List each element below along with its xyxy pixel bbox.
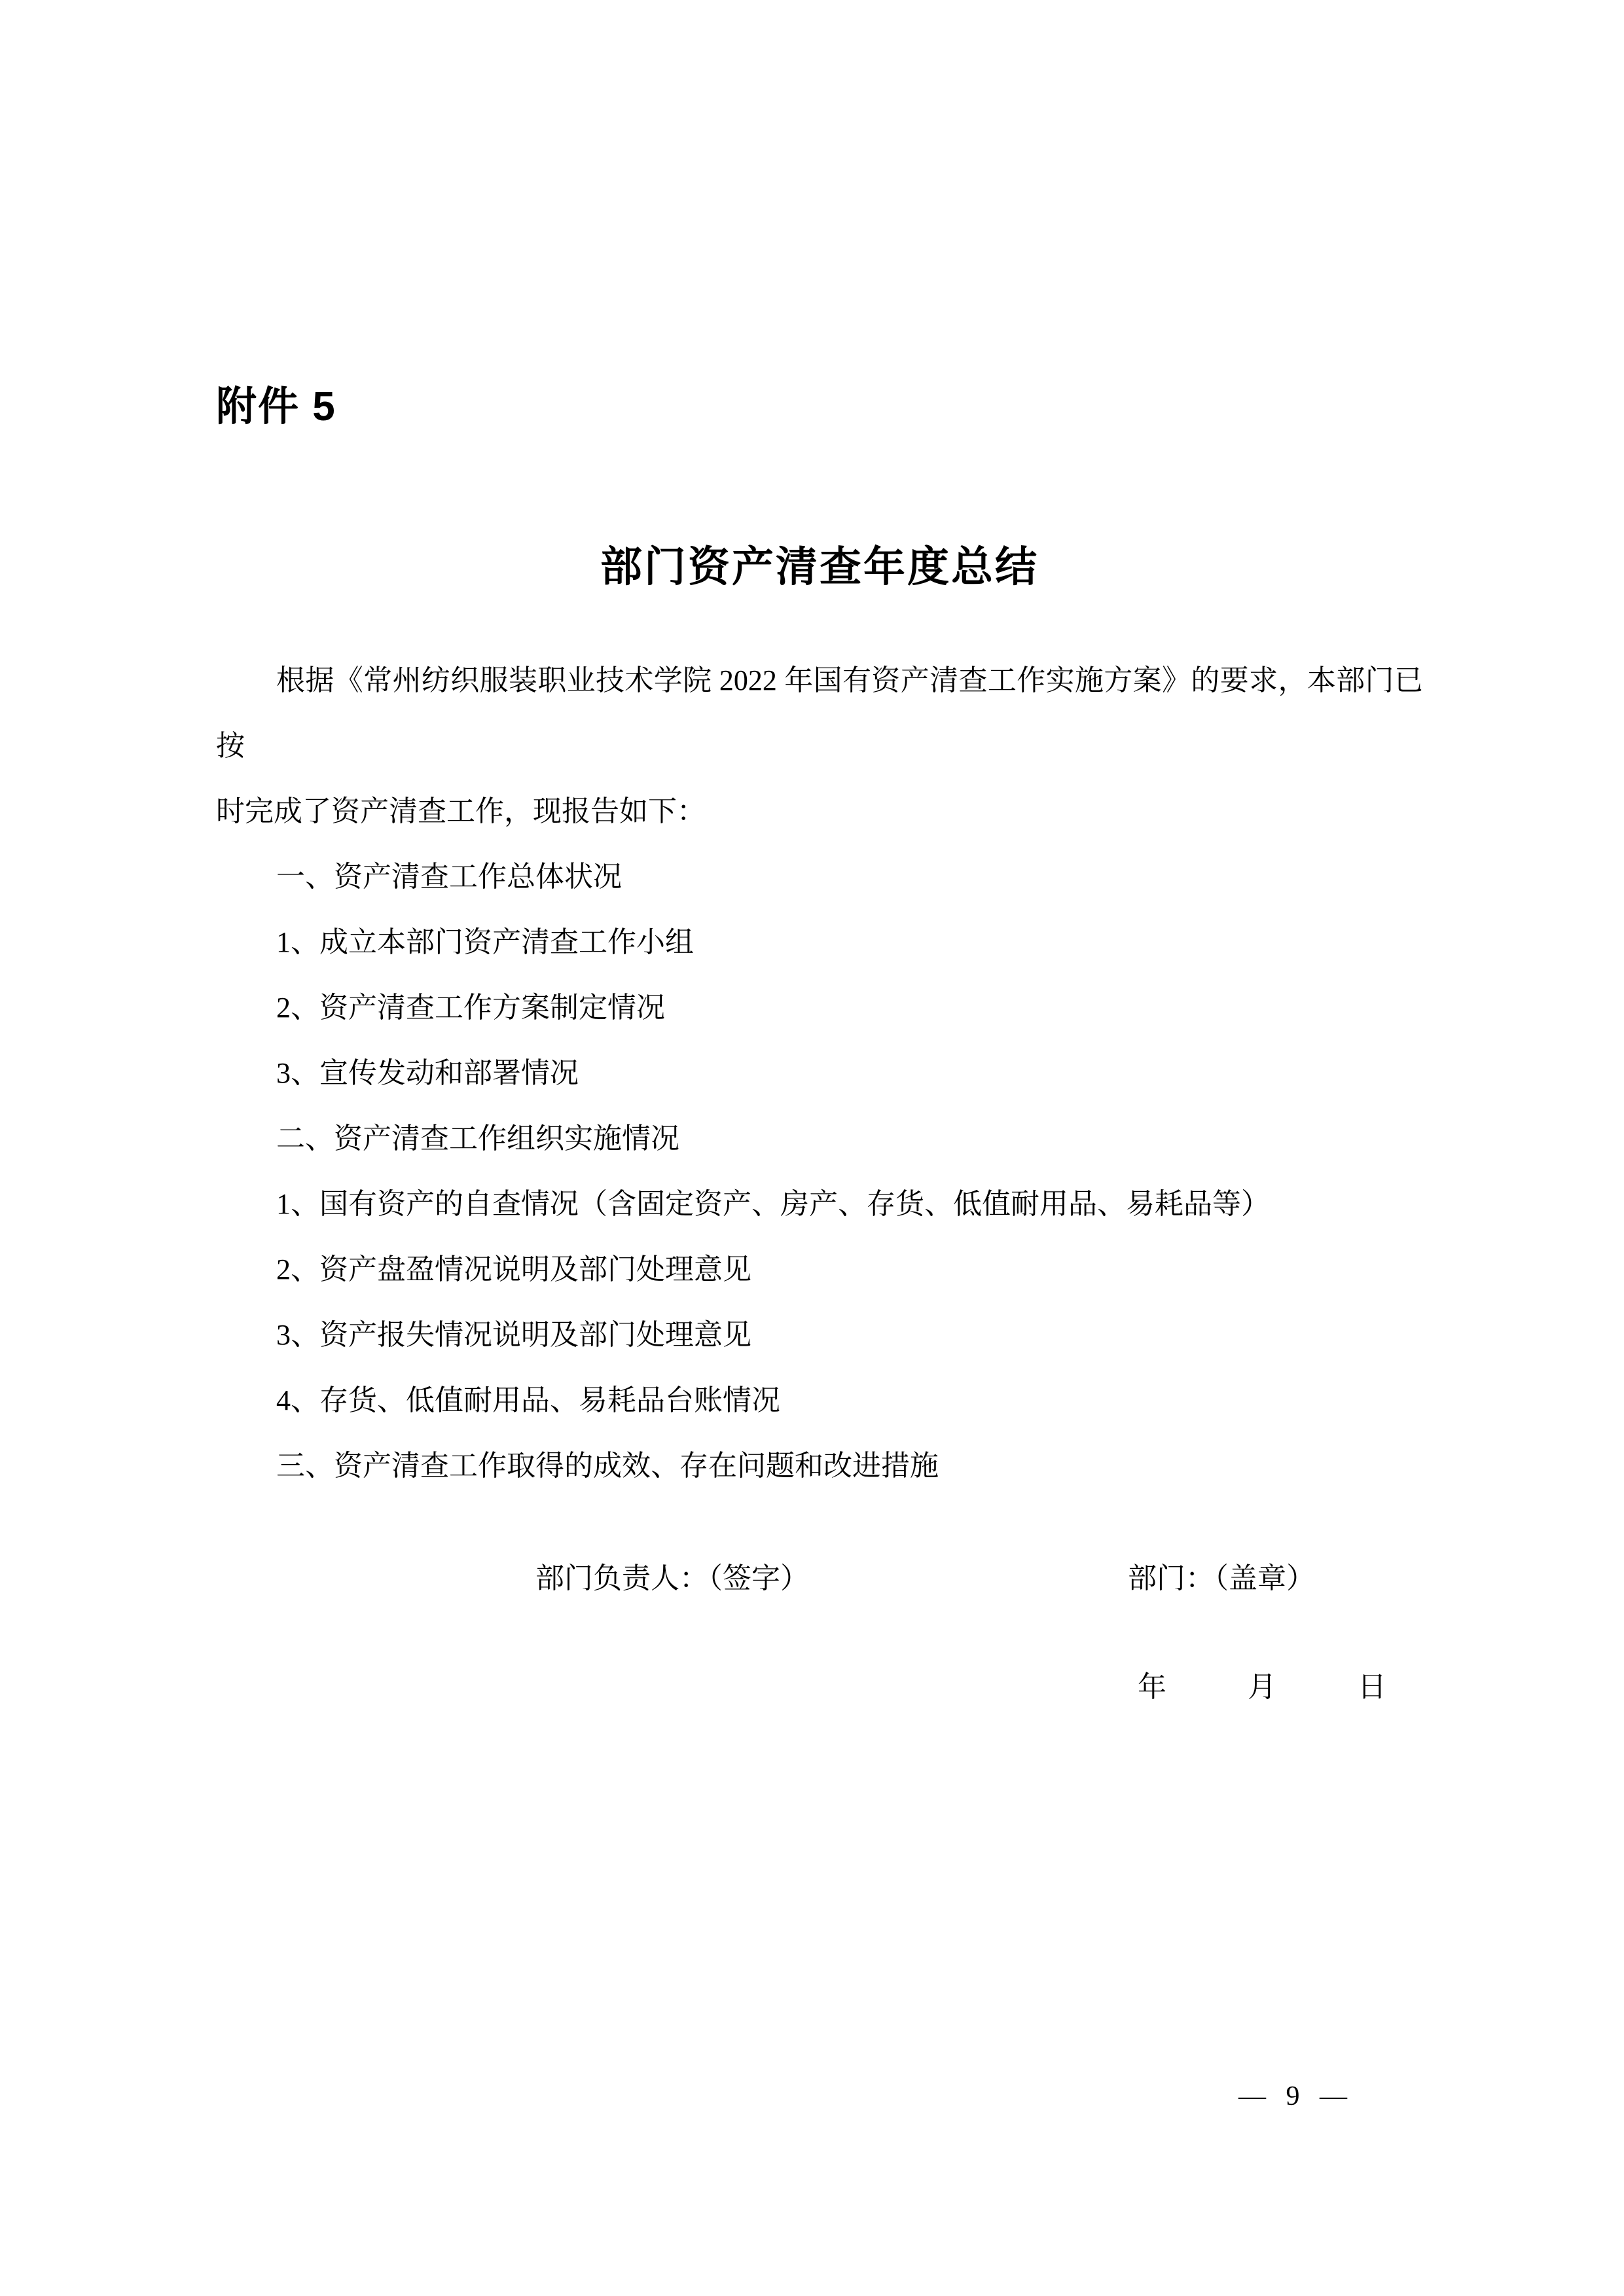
page-number: — 9 — — [1238, 2081, 1354, 2111]
outline-item-section-2: 二、资产清查工作组织实施情况 — [276, 1122, 679, 1155]
paragraph-line: 根据《常州纺织服装职业技术学院 2022 年国有资产清查工作实施方案》的要求，本部门已按 — [216, 664, 1423, 762]
outline-item-2-3: 3、资产报失情况说明及部门处理意见 — [276, 1319, 751, 1351]
outline-item-1-1: 1、成立本部门资产清查工作小组 — [276, 926, 694, 958]
document-title: 部门资产清查年度总结 — [600, 544, 1039, 590]
outline-item-section-1: 一、资产清查工作总体状况 — [276, 861, 622, 893]
outline-item-1-2: 2、资产清查工作方案制定情况 — [276, 992, 665, 1024]
department-head-signature-label: 部门负责人：（签字） — [535, 1562, 809, 1594]
document-body — [216, 648, 1423, 1499]
department-seal-label: 部门：（盖章） — [1128, 1562, 1315, 1594]
outline-item-section-3: 三、资产清查工作取得的成效、存在问题和改进措施 — [276, 1450, 939, 1482]
date-line: 年 月 日 — [1138, 1671, 1394, 1703]
paragraph-line: 时完成了资产清查工作，现报告如下： — [216, 795, 706, 827]
signature-row — [0, 1546, 1624, 1611]
outline-item-2-4: 4、存货、低值耐用品、易耗品台账情况 — [276, 1384, 780, 1416]
outline-item-2-2: 2、资产盘盈情况说明及部门处理意见 — [276, 1253, 751, 1285]
outline-item-2-1: 1、国有资产的自查情况（含固定资产、房产、存货、低值耐用品、易耗品等） — [276, 1188, 1270, 1220]
attachment-label: 附件 5 — [216, 384, 336, 429]
outline-item-1-3: 3、宣传发动和部署情况 — [276, 1057, 579, 1089]
